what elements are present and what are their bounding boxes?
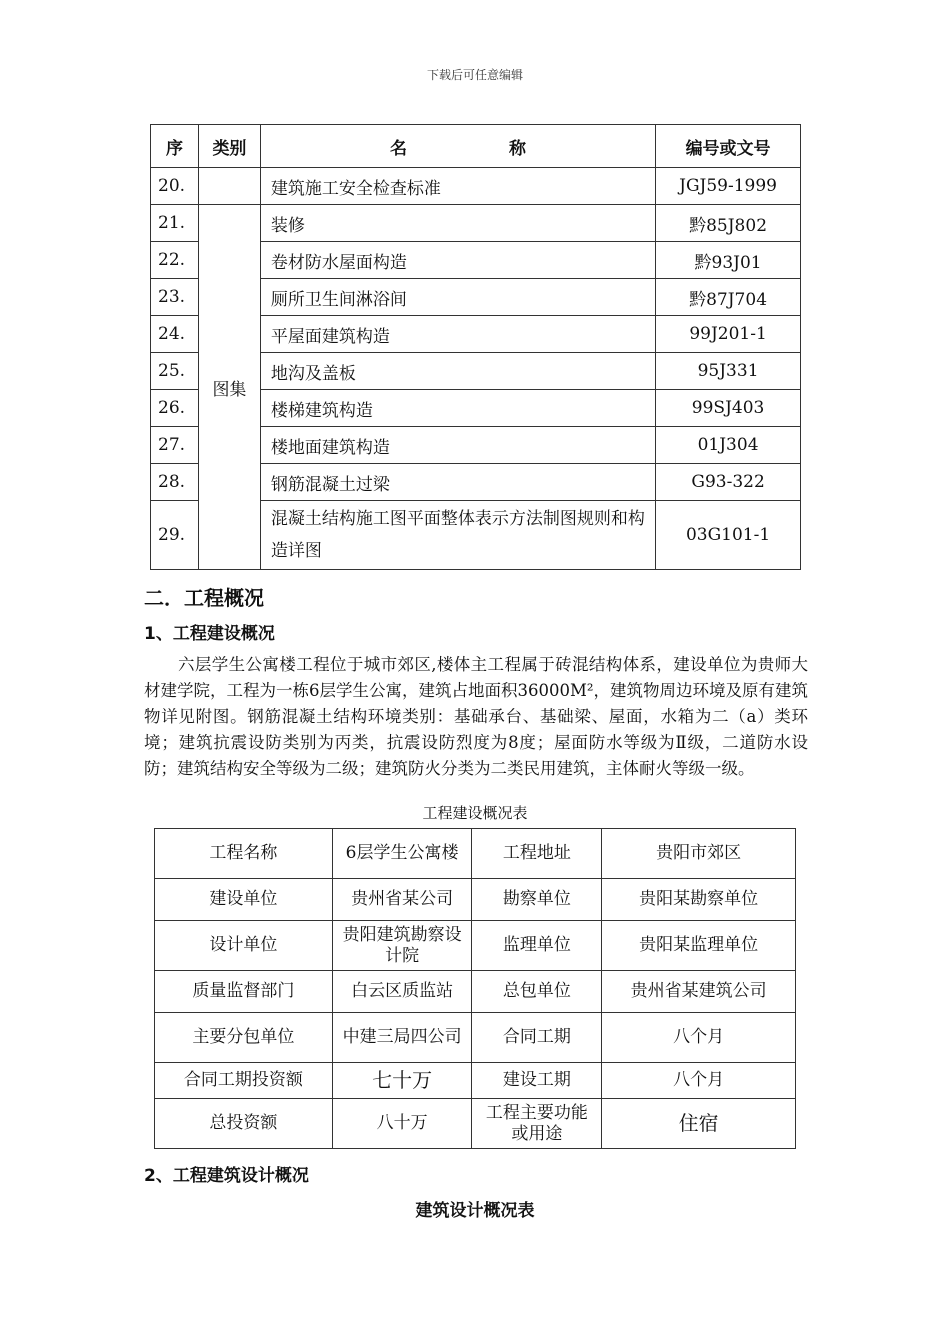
row-no: 26. — [151, 390, 199, 427]
table-row — [155, 1099, 796, 1149]
cell-label: 质量监督部门 — [155, 971, 333, 1013]
row-name: 楼梯建筑构造 — [260, 390, 655, 427]
cell-value: 住宿 — [602, 1099, 796, 1149]
cell-label: 总投资额 — [155, 1099, 333, 1149]
row-code: 03G101-1 — [656, 501, 801, 570]
row-code: 99SJ403 — [656, 390, 801, 427]
table-row — [151, 168, 801, 205]
row-code: 01J304 — [656, 427, 801, 464]
row-code: 99J201-1 — [656, 316, 801, 353]
row-no: 24. — [151, 316, 199, 353]
table-row — [155, 921, 796, 971]
row-code: 黔93J01 — [656, 242, 801, 279]
row-name: 楼地面建筑构造 — [260, 427, 655, 464]
table-row — [155, 1063, 796, 1099]
cell-value: 6层学生公寓楼 — [332, 829, 472, 879]
cell-label: 工程主要功能或用途 — [472, 1099, 602, 1149]
cell-label: 工程地址 — [472, 829, 602, 879]
subsection-title-1: 1、工程建设概况 — [144, 624, 275, 644]
table-row — [155, 829, 796, 879]
standards-table — [150, 124, 801, 570]
cell-label: 监理单位 — [472, 921, 602, 971]
table-row — [155, 879, 796, 921]
row-name: 钢筋混凝土过梁 — [260, 464, 655, 501]
cell-value: 七十万 — [332, 1063, 472, 1099]
table-row — [155, 971, 796, 1013]
row-no: 29. — [151, 501, 199, 570]
row-name: 建筑施工安全检查标准 — [260, 168, 655, 205]
cell-value: 贵州省某建筑公司 — [602, 971, 796, 1013]
cell-value: 八十万 — [332, 1099, 472, 1149]
cell-value: 贵阳某勘察单位 — [602, 879, 796, 921]
row-code: G93-322 — [656, 464, 801, 501]
cell-label: 勘察单位 — [472, 879, 602, 921]
col-header-category: 类别 — [198, 125, 260, 168]
cell-label: 总包单位 — [472, 971, 602, 1013]
row-code: 黔85J802 — [656, 205, 801, 242]
row-name: 平屋面建筑构造 — [260, 316, 655, 353]
row-code: 黔87J704 — [656, 279, 801, 316]
col-header-code: 编号或文号 — [656, 125, 801, 168]
row-no: 27. — [151, 427, 199, 464]
row-name: 混凝土结构施工图平面整体表示方法制图规则和构造详图 — [260, 501, 655, 570]
header-note: 下载后可任意编辑 — [426, 68, 523, 82]
cell-value: 贵州省某公司 — [332, 879, 472, 921]
cell-value: 八个月 — [602, 1063, 796, 1099]
cell-label: 建设单位 — [155, 879, 333, 921]
cell-label: 工程名称 — [155, 829, 333, 879]
table-row — [151, 205, 801, 242]
row-no: 21. — [151, 205, 199, 242]
row-no: 20. — [151, 168, 199, 205]
table-caption: 工程建设概况表 — [422, 804, 528, 822]
cell-label: 合同工期投资额 — [155, 1063, 333, 1099]
row-name: 装修 — [260, 205, 655, 242]
row-no: 22. — [151, 242, 199, 279]
cell-value: 白云区质监站 — [332, 971, 472, 1013]
col-header-no: 序 — [151, 125, 199, 168]
cell-label: 设计单位 — [155, 921, 333, 971]
col-header-name: 名 称 — [260, 125, 655, 168]
table-header-row — [151, 125, 801, 168]
cell-label: 合同工期 — [472, 1013, 602, 1063]
cell-value: 贵阳市郊区 — [602, 829, 796, 879]
row-no: 28. — [151, 464, 199, 501]
row-code: 95J331 — [656, 353, 801, 390]
cell-value: 中建三局四公司 — [332, 1013, 472, 1063]
category-group: 图集 — [198, 205, 260, 570]
cell-value: 贵阳某监理单位 — [602, 921, 796, 971]
overview-table — [154, 828, 796, 1149]
section-title: 二．工程概况 — [144, 586, 264, 610]
cell-value: 八个月 — [602, 1013, 796, 1063]
row-category — [198, 168, 260, 205]
table-caption: 建筑设计概况表 — [415, 1201, 535, 1221]
row-name: 卷材防水屋面构造 — [260, 242, 655, 279]
cell-value: 贵阳建筑勘察设计院 — [332, 921, 472, 971]
row-name: 厕所卫生间淋浴间 — [260, 279, 655, 316]
subsection-title-2: 2、工程建筑设计概况 — [144, 1166, 309, 1186]
table-row — [155, 1013, 796, 1063]
row-code: JGJ59-1999 — [656, 168, 801, 205]
row-name: 地沟及盖板 — [260, 353, 655, 390]
overview-paragraph: 六层学生公寓楼工程位于城市郊区,楼体主工程属于砖混结构体系，建设单位为贵师大材建学院，工程为一栋6层学生公寓，建筑占地面积36000M²，建筑物周边环境及原有建筑物详见附图。钢筋混凝土结构环境类别：基础承台、基础梁、屋面，水箱为二（a）类环境；建筑抗震设防类别为丙类，抗震设防烈度为8度；屋面防水等级为Ⅱ级，二道防水设防；建筑结构安全等级为二级；建筑防火分类为二类民用建筑，主体耐火等级一级。 — [144, 655, 808, 778]
row-no: 23. — [151, 279, 199, 316]
cell-label: 建设工期 — [472, 1063, 602, 1099]
row-no: 25. — [151, 353, 199, 390]
cell-label: 主要分包单位 — [155, 1013, 333, 1063]
